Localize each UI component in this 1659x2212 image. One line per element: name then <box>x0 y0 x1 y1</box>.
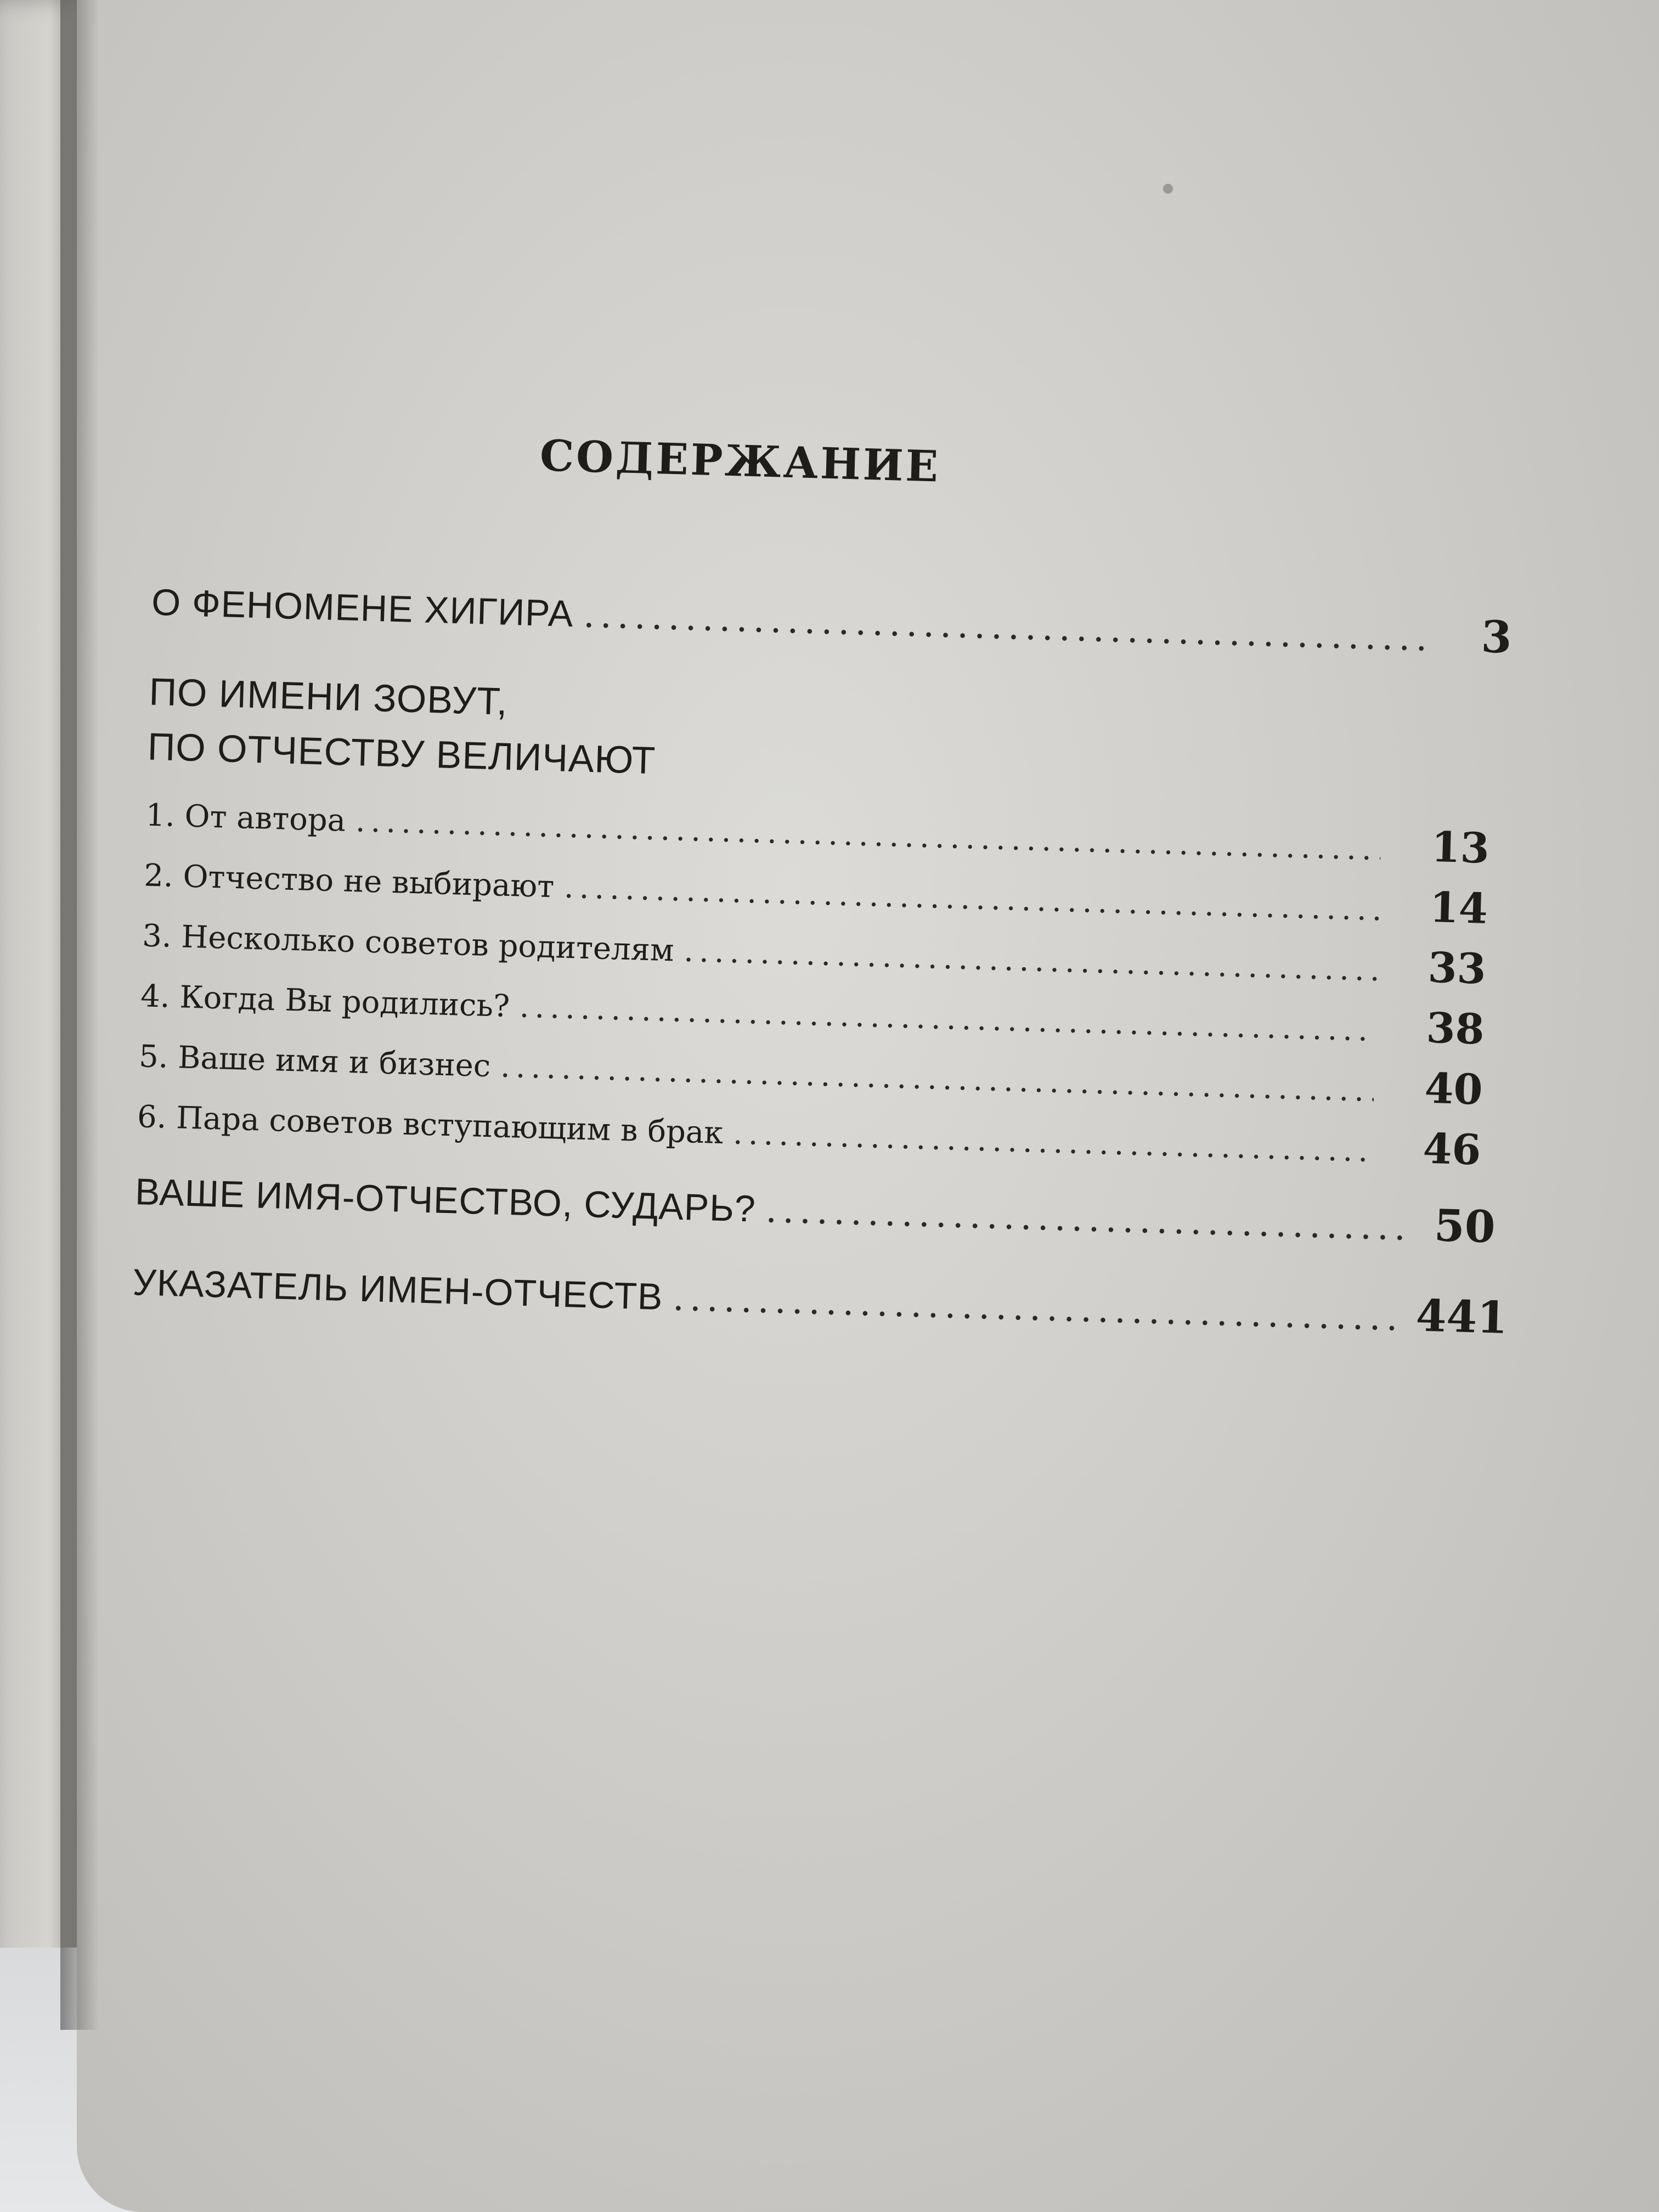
toc-leader-dots <box>519 989 1376 1049</box>
toc-subentry-title: 5. Ваше имя и бизнес <box>138 1039 492 1085</box>
toc-subentry-title: 4. Когда Вы родились? <box>140 978 510 1025</box>
toc-entry-title: УКАЗАТЕЛЬ ИМЕН-ОТЧЕСТВ <box>132 1261 664 1318</box>
toc-leader-dots <box>583 594 1425 659</box>
toc-subentry-title: 1. От автора <box>145 797 347 839</box>
toc-entry[interactable] <box>134 1163 1496 1252</box>
toc-subentry-page: 46 <box>1422 1124 1482 1175</box>
toc-leader-dots <box>765 1188 1409 1249</box>
toc-entry[interactable] <box>151 574 1513 663</box>
toc-entry-page: 50 <box>1433 1199 1496 1253</box>
toc-entry-title: ВАШЕ ИМЯ-ОТЧЕСТВО, СУДАРЬ? <box>134 1171 757 1230</box>
toc-leader-dots <box>684 933 1378 988</box>
section-title-line2: ПО ОТЧЕСТВУ ВЕЛИЧАЮТ <box>146 725 657 782</box>
toc-subentry-page: 40 <box>1424 1063 1483 1114</box>
toc-heading: СОДЕРЖАНИЕ <box>539 431 941 492</box>
toc-subentry-title: 3. Несколько советов родителям <box>142 918 675 969</box>
toc-subentry-title: 6. Пара советов вступающим в брак <box>137 1099 724 1152</box>
toc-entry-page: 3 <box>1480 611 1513 663</box>
toc-leader-dots <box>732 1116 1373 1170</box>
toc-subentry-title: 2. Отчество не выбирают <box>143 857 555 905</box>
toc-leader-dots <box>672 1277 1407 1339</box>
toc-leader-dots <box>500 1049 1374 1109</box>
toc-leader-dots <box>563 870 1379 928</box>
toc-entry-page: 441 <box>1415 1289 1509 1344</box>
toc-subentry-page: 14 <box>1429 882 1488 933</box>
toc-subentry-page: 13 <box>1430 822 1491 873</box>
toc-entry[interactable] <box>132 1254 1509 1344</box>
toc-subentry-page: 38 <box>1425 1003 1485 1054</box>
section-title-line1: ПО ИМЕНИ ЗОВУТ, <box>148 670 509 723</box>
toc-entry-title: О ФЕНОМЕНЕ ХИГИРА <box>151 581 574 635</box>
toc-subentry-page: 33 <box>1427 943 1487 994</box>
